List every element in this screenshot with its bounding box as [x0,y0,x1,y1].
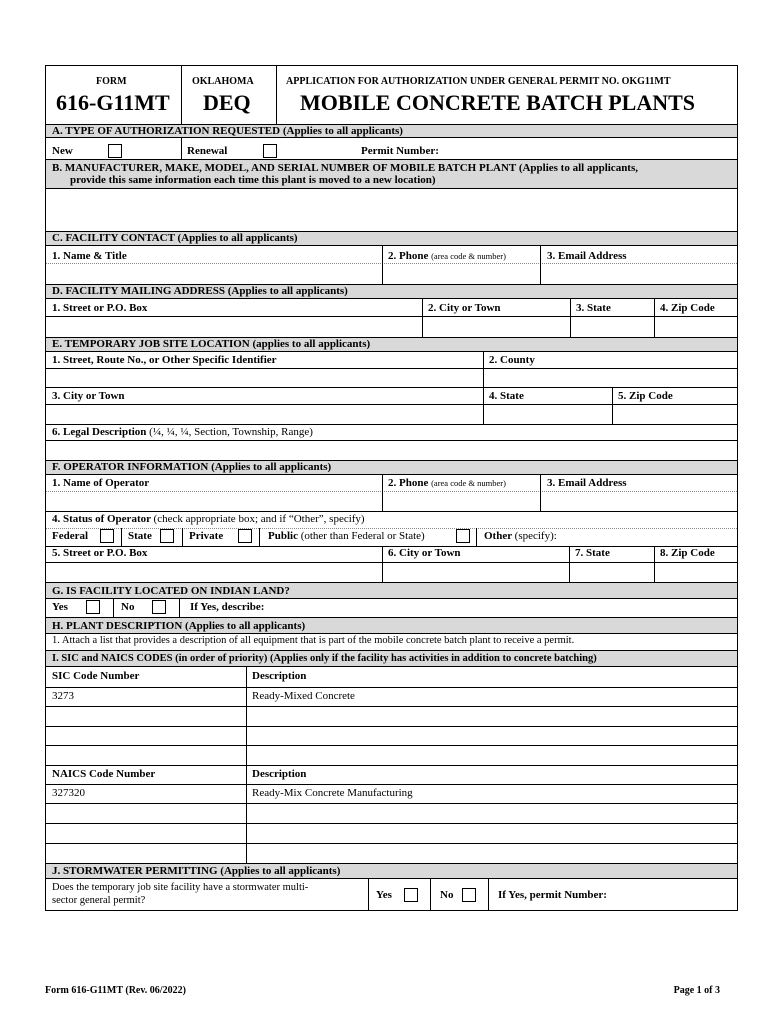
operator-state-label: 7. State [575,547,610,559]
federal-checkbox[interactable] [100,529,114,543]
legal-description-field[interactable] [46,441,737,460]
site-zip-label: 5. Zip Code [618,390,673,402]
site-county-label: 2. County [489,354,535,366]
site-city-field[interactable] [46,405,483,424]
naics-code-header: NAICS Code Number [52,768,156,780]
site-city-label: 3. City or Town [52,390,125,402]
form-number: 616-G11MT [56,90,170,115]
mailing-street-field[interactable] [46,317,422,338]
contact-phone-field[interactable] [382,264,540,284]
stormwater-permit-field[interactable] [626,884,736,906]
mailing-state-field[interactable] [570,317,654,338]
renewal-checkbox[interactable] [263,144,277,158]
site-county-field[interactable] [483,369,739,387]
site-street-label: 1. Street, Route No., or Other Specific Identifier [52,354,277,366]
new-label: New [52,145,73,157]
agency-name: DEQ [203,90,251,115]
operator-zip-field[interactable] [654,563,739,582]
section-d-heading: D. FACILITY MAILING ADDRESS (Applies to all applicants) [46,284,737,299]
naics-code-cell[interactable]: 327320 [52,787,85,799]
operator-phone-label: 2. Phone (area code & number) [388,477,506,489]
contact-phone-label: 2. Phone (area code & number) [388,250,506,262]
form-label: FORM [96,76,127,87]
state-status-label: State [128,530,152,542]
stormwater-question: Does the temporary job site facility have a stormwater multi- sector general permit? [52,882,309,906]
operator-street-field[interactable] [46,563,382,582]
sic-code-header: SIC Code Number [52,670,140,682]
operator-zip-label: 8. Zip Code [660,547,715,559]
section-c-heading: C. FACILITY CONTACT (Applies to all applicants) [46,231,737,246]
section-a-heading: A. TYPE OF AUTHORIZATION REQUESTED (Applies to all applicants) [46,124,737,138]
mailing-city-field[interactable] [422,317,570,338]
new-checkbox[interactable] [108,144,122,158]
application-line: APPLICATION FOR AUTHORIZATION UNDER GENERAL PERMIT NO. OKG11MT [286,76,671,87]
indian-land-no-checkbox[interactable] [152,600,166,614]
state-status-checkbox[interactable] [160,529,174,543]
indian-land-no-label: No [121,601,135,613]
mailing-state-label: 3. State [576,302,611,314]
site-state-field[interactable] [483,405,612,424]
indian-land-yes-label: Yes [52,601,68,613]
agency-state: OKLAHOMA [192,76,254,87]
stormwater-yes-label: Yes [376,889,392,901]
contact-name-field[interactable] [46,264,382,284]
private-checkbox[interactable] [238,529,252,543]
site-state-label: 4. State [489,390,524,402]
mailing-zip-label: 4. Zip Code [660,302,715,314]
section-g-heading: G. IS FACILITY LOCATED ON INDIAN LAND? [46,582,737,599]
section-f-heading: F. OPERATOR INFORMATION (Applies to all applicants) [46,460,737,475]
form-revision: Form 616-G11MT (Rev. 06/2022) [45,985,186,996]
operator-email-field[interactable] [540,492,739,511]
contact-email-label: 3. Email Address [547,250,627,262]
renewal-label: Renewal [187,145,228,157]
operator-state-field[interactable] [569,563,654,582]
sic-description-cell[interactable]: Ready-Mixed Concrete [252,690,355,702]
plant-description-instruction: 1. Attach a list that provides a description of all equipment that is part of the mobile concrete batch plant to receive a permit. [52,635,575,646]
indian-land-describe-label: If Yes, describe: [190,601,265,613]
operator-city-field[interactable] [382,563,569,582]
operator-name-label: 1. Name of Operator [52,477,150,489]
public-checkbox[interactable] [456,529,470,543]
section-b-heading: B. MANUFACTURER, MAKE, MODEL, AND SERIAL NUMBER OF MOBILE BATCH PLANT (Applies to all applicants, provide this same information each time this plant is moved to a new location) [46,159,737,189]
naics-description-cell[interactable]: Ready-Mix Concrete Manufacturing [252,787,413,799]
stormwater-no-label: No [440,889,454,901]
section-h-heading: H. PLANT DESCRIPTION (Applies to all applicants) [46,617,737,634]
indian-land-yes-checkbox[interactable] [86,600,100,614]
section-i-heading: I. SIC and NAICS CODES (in order of priority) (Applies only if the facility has activities in addition to concrete batching) [46,650,737,667]
permit-number-label: Permit Number: [361,145,439,157]
operator-name-field[interactable] [46,492,382,511]
legal-description-label: 6. Legal Description (¼, ¼, ¼, Section, Township, Range) [52,426,313,438]
operator-street-label: 5. Street or P.O. Box [52,547,148,559]
naics-description-header: Description [252,768,307,780]
stormwater-yes-checkbox[interactable] [404,888,418,902]
form-title: MOBILE CONCRETE BATCH PLANTS [300,90,696,115]
site-zip-field[interactable] [612,405,739,424]
operator-email-label: 3. Email Address [547,477,627,489]
contact-email-field[interactable] [540,264,739,284]
stormwater-permit-label: If Yes, permit Number: [498,889,607,901]
section-e-heading: E. TEMPORARY JOB SITE LOCATION (applies to all applicants) [46,337,737,352]
sic-code-cell[interactable]: 3273 [52,690,74,702]
mailing-zip-field[interactable] [654,317,739,338]
indian-land-describe-field[interactable] [286,600,736,616]
federal-label: Federal [52,530,89,542]
sic-description-header: Description [252,670,307,682]
other-label: Other (specify): [484,530,557,542]
stormwater-no-checkbox[interactable] [462,888,476,902]
operator-phone-field[interactable] [382,492,540,511]
section-j-heading: J. STORMWATER PERMITTING (Applies to all applicants) [46,863,737,879]
operator-status-label: 4. Status of Operator (check appropriate box; and if “Other”, specify) [52,513,365,525]
private-label: Private [189,530,224,542]
operator-city-label: 6. City or Town [388,547,461,559]
site-street-field[interactable] [46,369,483,387]
mailing-street-label: 1. Street or P.O. Box [52,302,148,314]
application-form [45,65,738,911]
page-number: Page 1 of 3 [673,985,720,996]
other-specify-field[interactable] [586,529,736,545]
plant-info-field[interactable] [46,189,737,231]
contact-name-label: 1. Name & Title [52,250,127,262]
mailing-city-label: 2. City or Town [428,302,501,314]
public-label: Public (other than Federal or State) [268,530,425,542]
